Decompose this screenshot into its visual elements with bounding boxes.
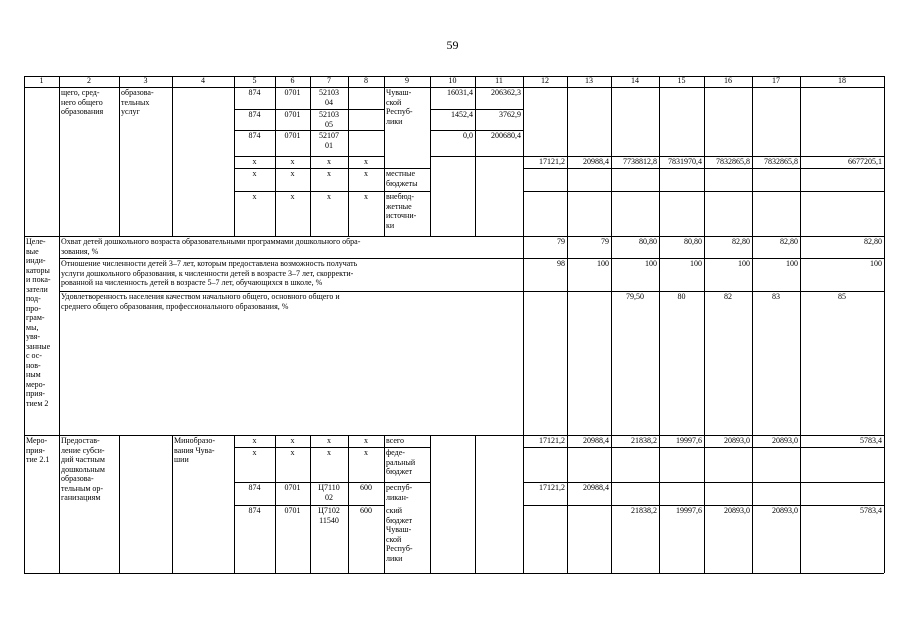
code-cell: 0701 bbox=[284, 131, 301, 140]
table-rule bbox=[704, 87, 705, 236]
value-cell: 20893,0 bbox=[724, 506, 750, 515]
table-rule bbox=[24, 87, 884, 88]
value-cell: 206362,3 bbox=[491, 88, 521, 97]
code-cell: x bbox=[252, 436, 257, 445]
value-cell: 7738812,8 bbox=[623, 157, 657, 166]
table-rule bbox=[59, 87, 60, 236]
table-rule bbox=[234, 168, 430, 169]
table-rule bbox=[611, 236, 612, 435]
indicator-value: 82 bbox=[724, 292, 732, 301]
value-cell: 200680,4 bbox=[491, 131, 521, 140]
program-name-cell-continued: образова- тельных услуг bbox=[121, 88, 154, 116]
code-cell: 874 bbox=[248, 483, 261, 492]
indicator-value: 79 bbox=[601, 237, 609, 246]
code-cell: Ц7102 11540 bbox=[318, 506, 340, 525]
table-rule bbox=[430, 76, 431, 87]
column-header-12: 12 bbox=[541, 76, 549, 85]
indicator-value: 82,80 bbox=[732, 237, 750, 246]
value-cell: 7831970,4 bbox=[668, 157, 702, 166]
value-cell bbox=[523, 447, 567, 482]
indicator-value: 79,50 bbox=[626, 292, 644, 301]
table-rule bbox=[884, 76, 885, 573]
table-rule bbox=[384, 87, 385, 236]
table-rule bbox=[234, 109, 384, 110]
indicator-value: 100 bbox=[645, 259, 657, 268]
code-cell: x bbox=[327, 436, 331, 445]
table-rule bbox=[24, 236, 884, 237]
indicator-value bbox=[523, 291, 567, 435]
indicator-text: Отношение численности детей 3–7 лет, которым предоставлена возможность получать услуги дошкольного образования, к численности детей в возрасте 3–7 лет, скорректи- рованной на численность детей в возрасте 5–7 лет, обучающихся в школе, % bbox=[61, 259, 358, 287]
value-cell: 21838,2 bbox=[631, 506, 657, 515]
value-cell: 20893,0 bbox=[724, 436, 750, 445]
column-header-2: 2 bbox=[87, 76, 91, 85]
code-cell: x bbox=[327, 448, 331, 457]
value-cell: 17121,2 bbox=[539, 436, 565, 445]
table-rule bbox=[800, 236, 801, 435]
column-header-9: 9 bbox=[405, 76, 409, 85]
column-header-13: 13 bbox=[585, 76, 593, 85]
value-cell: 6677205,1 bbox=[848, 157, 882, 166]
code-cell: 874 bbox=[248, 506, 261, 515]
value-cell bbox=[704, 482, 752, 505]
indicator-value: 80,80 bbox=[639, 237, 657, 246]
table-rule bbox=[310, 435, 311, 573]
code-cell: 874 bbox=[248, 110, 261, 119]
table-rule bbox=[567, 236, 568, 435]
table-rule bbox=[430, 435, 431, 573]
funding-source-cell: внебюд- жетные источни- ки bbox=[386, 192, 417, 230]
value-cell bbox=[800, 482, 884, 505]
table-rule bbox=[59, 236, 60, 573]
code-cell: x bbox=[290, 169, 295, 178]
table-rule bbox=[310, 76, 311, 87]
value-cell: 16031,4 bbox=[447, 88, 473, 97]
value-cell bbox=[567, 505, 611, 573]
table-rule bbox=[59, 76, 60, 87]
value-cell bbox=[567, 447, 611, 482]
value-cell: 7832865,8 bbox=[716, 157, 750, 166]
column-header-14: 14 bbox=[631, 76, 639, 85]
funding-source-cell: респуб- ликан- bbox=[386, 483, 413, 502]
code-cell: x bbox=[364, 169, 368, 178]
code-cell: 874 bbox=[248, 88, 261, 97]
table-rule bbox=[119, 435, 120, 573]
table-rule bbox=[752, 236, 753, 435]
value-cell bbox=[611, 482, 659, 505]
code-cell: x bbox=[252, 448, 257, 457]
code-cell: 600 bbox=[360, 483, 372, 492]
table-rule bbox=[475, 76, 476, 87]
table-rule bbox=[523, 76, 524, 87]
value-cell bbox=[523, 505, 567, 573]
table-rule bbox=[234, 156, 384, 157]
value-cell bbox=[752, 482, 800, 505]
code-cell: x bbox=[290, 448, 295, 457]
value-cell: 0,0 bbox=[463, 131, 473, 140]
column-header-10: 10 bbox=[448, 76, 457, 85]
table-rule bbox=[172, 76, 173, 87]
code-cell: x bbox=[252, 192, 257, 201]
code-cell: 600 bbox=[360, 506, 372, 515]
table-rule bbox=[659, 87, 660, 236]
value-cell: 20988,4 bbox=[583, 436, 609, 445]
code-cell: x bbox=[327, 192, 331, 201]
table-rule bbox=[234, 482, 430, 483]
indicator-value bbox=[567, 291, 611, 435]
table-rule bbox=[310, 87, 311, 236]
code-cell: 0701 bbox=[284, 88, 301, 97]
value-cell: 5783,4 bbox=[860, 506, 882, 515]
column-header-1: 1 bbox=[39, 76, 44, 85]
table-rule bbox=[475, 87, 476, 236]
indicator-value: 98 bbox=[557, 259, 565, 268]
value-cell: 20893,0 bbox=[772, 506, 798, 515]
table-rule bbox=[567, 76, 568, 87]
indicator-value: 82,80 bbox=[780, 237, 798, 246]
column-header-7: 7 bbox=[327, 76, 331, 85]
code-cell: 0701 bbox=[284, 506, 301, 515]
column-header-16: 16 bbox=[724, 76, 732, 85]
code-cell: x bbox=[364, 448, 368, 457]
table-rule bbox=[172, 435, 173, 573]
code-cell: x bbox=[252, 157, 257, 166]
table-rule bbox=[24, 76, 884, 77]
value-cell: 19997,6 bbox=[676, 506, 702, 515]
indicator-value: 100 bbox=[738, 259, 750, 268]
code-cell: 0701 bbox=[284, 110, 301, 119]
code-cell: x bbox=[364, 157, 368, 166]
table-rule bbox=[567, 435, 568, 573]
table-rule bbox=[348, 87, 349, 236]
value-cell: 17121,2 bbox=[539, 157, 565, 166]
value-cell bbox=[659, 482, 704, 505]
table-rule bbox=[752, 435, 753, 573]
indicator-value: 83 bbox=[772, 292, 780, 301]
column-header-4: 4 bbox=[201, 76, 205, 85]
responsible-executor-cell: Минобразо- вания Чува- шии bbox=[174, 436, 216, 464]
table-rule bbox=[234, 130, 384, 131]
code-cell: x bbox=[290, 192, 295, 201]
table-rule bbox=[119, 76, 120, 87]
code-cell: 874 bbox=[248, 131, 261, 140]
code-cell: 52103 05 bbox=[319, 110, 339, 129]
table-rule bbox=[59, 258, 884, 259]
table-rule bbox=[800, 87, 801, 236]
table-rule bbox=[234, 447, 430, 448]
table-rule bbox=[611, 435, 612, 573]
code-cell: 52107 01 bbox=[319, 131, 339, 150]
table-rule bbox=[119, 87, 120, 236]
column-header-3: 3 bbox=[143, 76, 148, 85]
table-rule bbox=[275, 435, 276, 573]
table-rule bbox=[348, 76, 349, 87]
value-cell: 7832865,8 bbox=[764, 157, 798, 166]
code-cell: x bbox=[290, 157, 295, 166]
table-rule bbox=[24, 435, 884, 436]
code-cell: x bbox=[290, 436, 295, 445]
indicator-value: 100 bbox=[597, 259, 609, 268]
table-rule bbox=[430, 156, 884, 157]
column-header-11: 11 bbox=[495, 76, 503, 85]
table-rule bbox=[704, 76, 705, 87]
table-rule bbox=[275, 87, 276, 236]
table-rule bbox=[234, 435, 235, 573]
value-cell bbox=[611, 447, 659, 482]
table-rule bbox=[234, 87, 235, 236]
code-cell: 52103 04 bbox=[319, 88, 339, 107]
program-name-cell: щего, сред- него общего образования bbox=[61, 88, 104, 116]
code-cell: Ц7110 02 bbox=[318, 483, 340, 502]
value-cell: 3762,9 bbox=[499, 110, 521, 119]
indicator-value: 100 bbox=[870, 259, 882, 268]
value-cell: 21838,2 bbox=[631, 436, 657, 445]
column-header-17: 17 bbox=[772, 76, 780, 85]
value-cell: 5783,4 bbox=[860, 436, 882, 445]
indicator-value: 100 bbox=[690, 259, 702, 268]
funding-source-cell: всего bbox=[386, 436, 405, 445]
table-rule bbox=[384, 76, 385, 87]
table-rule bbox=[430, 87, 431, 236]
table-rule bbox=[752, 87, 753, 236]
table-rule bbox=[659, 236, 660, 435]
value-cell: 20988,4 bbox=[583, 483, 609, 492]
table-rule bbox=[523, 435, 524, 573]
table-rule bbox=[475, 435, 476, 573]
code-cell: x bbox=[252, 169, 257, 178]
funding-source-cell: феде- ральный бюджет bbox=[386, 448, 416, 476]
table-rule bbox=[24, 76, 25, 573]
table-rule bbox=[611, 76, 612, 87]
indicator-value: 80,80 bbox=[684, 237, 702, 246]
code-cell: 0701 bbox=[284, 483, 301, 492]
value-cell bbox=[752, 447, 800, 482]
table-rule bbox=[567, 87, 568, 236]
measure-description-cell: Предостав- ление субси- дий частным дошкольным образова- тельным ор- ганизациям bbox=[61, 436, 105, 502]
table-rule bbox=[523, 236, 524, 435]
value-cell: 19997,6 bbox=[676, 436, 702, 445]
indicator-value: 85 bbox=[838, 292, 846, 301]
table-rule bbox=[234, 76, 235, 87]
funding-source-cell: Чуваш- ской Респуб- лики bbox=[386, 88, 413, 126]
table-rule bbox=[430, 130, 523, 131]
table-rule bbox=[800, 76, 801, 87]
table-rule bbox=[704, 435, 705, 573]
code-cell: x bbox=[364, 436, 368, 445]
value-cell bbox=[704, 447, 752, 482]
indicators-label-cell: Целе- вые инди- каторы и пока- затели под- про- грам- мы, увя- занные с ос- нов- ным меро- прия- тием 2 bbox=[26, 237, 51, 408]
value-cell: 17121,2 bbox=[539, 483, 565, 492]
column-header-5: 5 bbox=[252, 76, 257, 85]
table-rule bbox=[659, 76, 660, 87]
measure-label-cell: Меро- прия- тие 2.1 bbox=[26, 436, 50, 464]
code-cell: x bbox=[327, 169, 331, 178]
table-rule bbox=[800, 435, 801, 573]
table-rule bbox=[659, 435, 660, 573]
page-number: 59 bbox=[446, 38, 459, 52]
funding-source-cell: местные бюджеты bbox=[386, 169, 418, 188]
funding-source-cell: ский бюджет Чуваш- ской Респуб- лики bbox=[386, 506, 413, 563]
indicator-value: 79 bbox=[557, 237, 565, 246]
value-cell bbox=[800, 447, 884, 482]
table-rule bbox=[704, 236, 705, 435]
table-rule bbox=[234, 191, 430, 192]
code-cell: x bbox=[364, 192, 368, 201]
value-cell bbox=[659, 447, 704, 482]
indicator-value: 100 bbox=[786, 259, 798, 268]
table-rule bbox=[384, 435, 385, 573]
value-cell: 20988,4 bbox=[583, 157, 609, 166]
table-rule bbox=[430, 109, 523, 110]
column-header-15: 15 bbox=[677, 76, 686, 85]
table-rule bbox=[523, 87, 524, 236]
value-cell: 1452,4 bbox=[451, 110, 473, 119]
table-rule bbox=[24, 573, 884, 574]
table-rule bbox=[234, 505, 384, 506]
indicator-text: Охват детей дошкольного возраста образовательными программами дошкольного обра- зования, % bbox=[61, 237, 361, 256]
code-cell: x bbox=[327, 157, 331, 166]
indicator-value: 82,80 bbox=[864, 237, 882, 246]
column-header-6: 6 bbox=[290, 76, 295, 85]
table-rule bbox=[752, 76, 753, 87]
table-rule bbox=[348, 435, 349, 573]
column-header-8: 8 bbox=[364, 76, 368, 85]
table-rule bbox=[611, 87, 612, 236]
table-rule bbox=[59, 291, 884, 292]
indicator-text: Удовлетворенность населения качеством начального общего, основного общего и среднего общего образования, профессионального образования, % bbox=[61, 292, 340, 311]
column-header-18: 18 bbox=[838, 76, 846, 85]
table-rule bbox=[172, 87, 173, 236]
indicator-value: 80 bbox=[677, 292, 686, 301]
value-cell: 20893,0 bbox=[772, 436, 798, 445]
table-rule bbox=[275, 76, 276, 87]
